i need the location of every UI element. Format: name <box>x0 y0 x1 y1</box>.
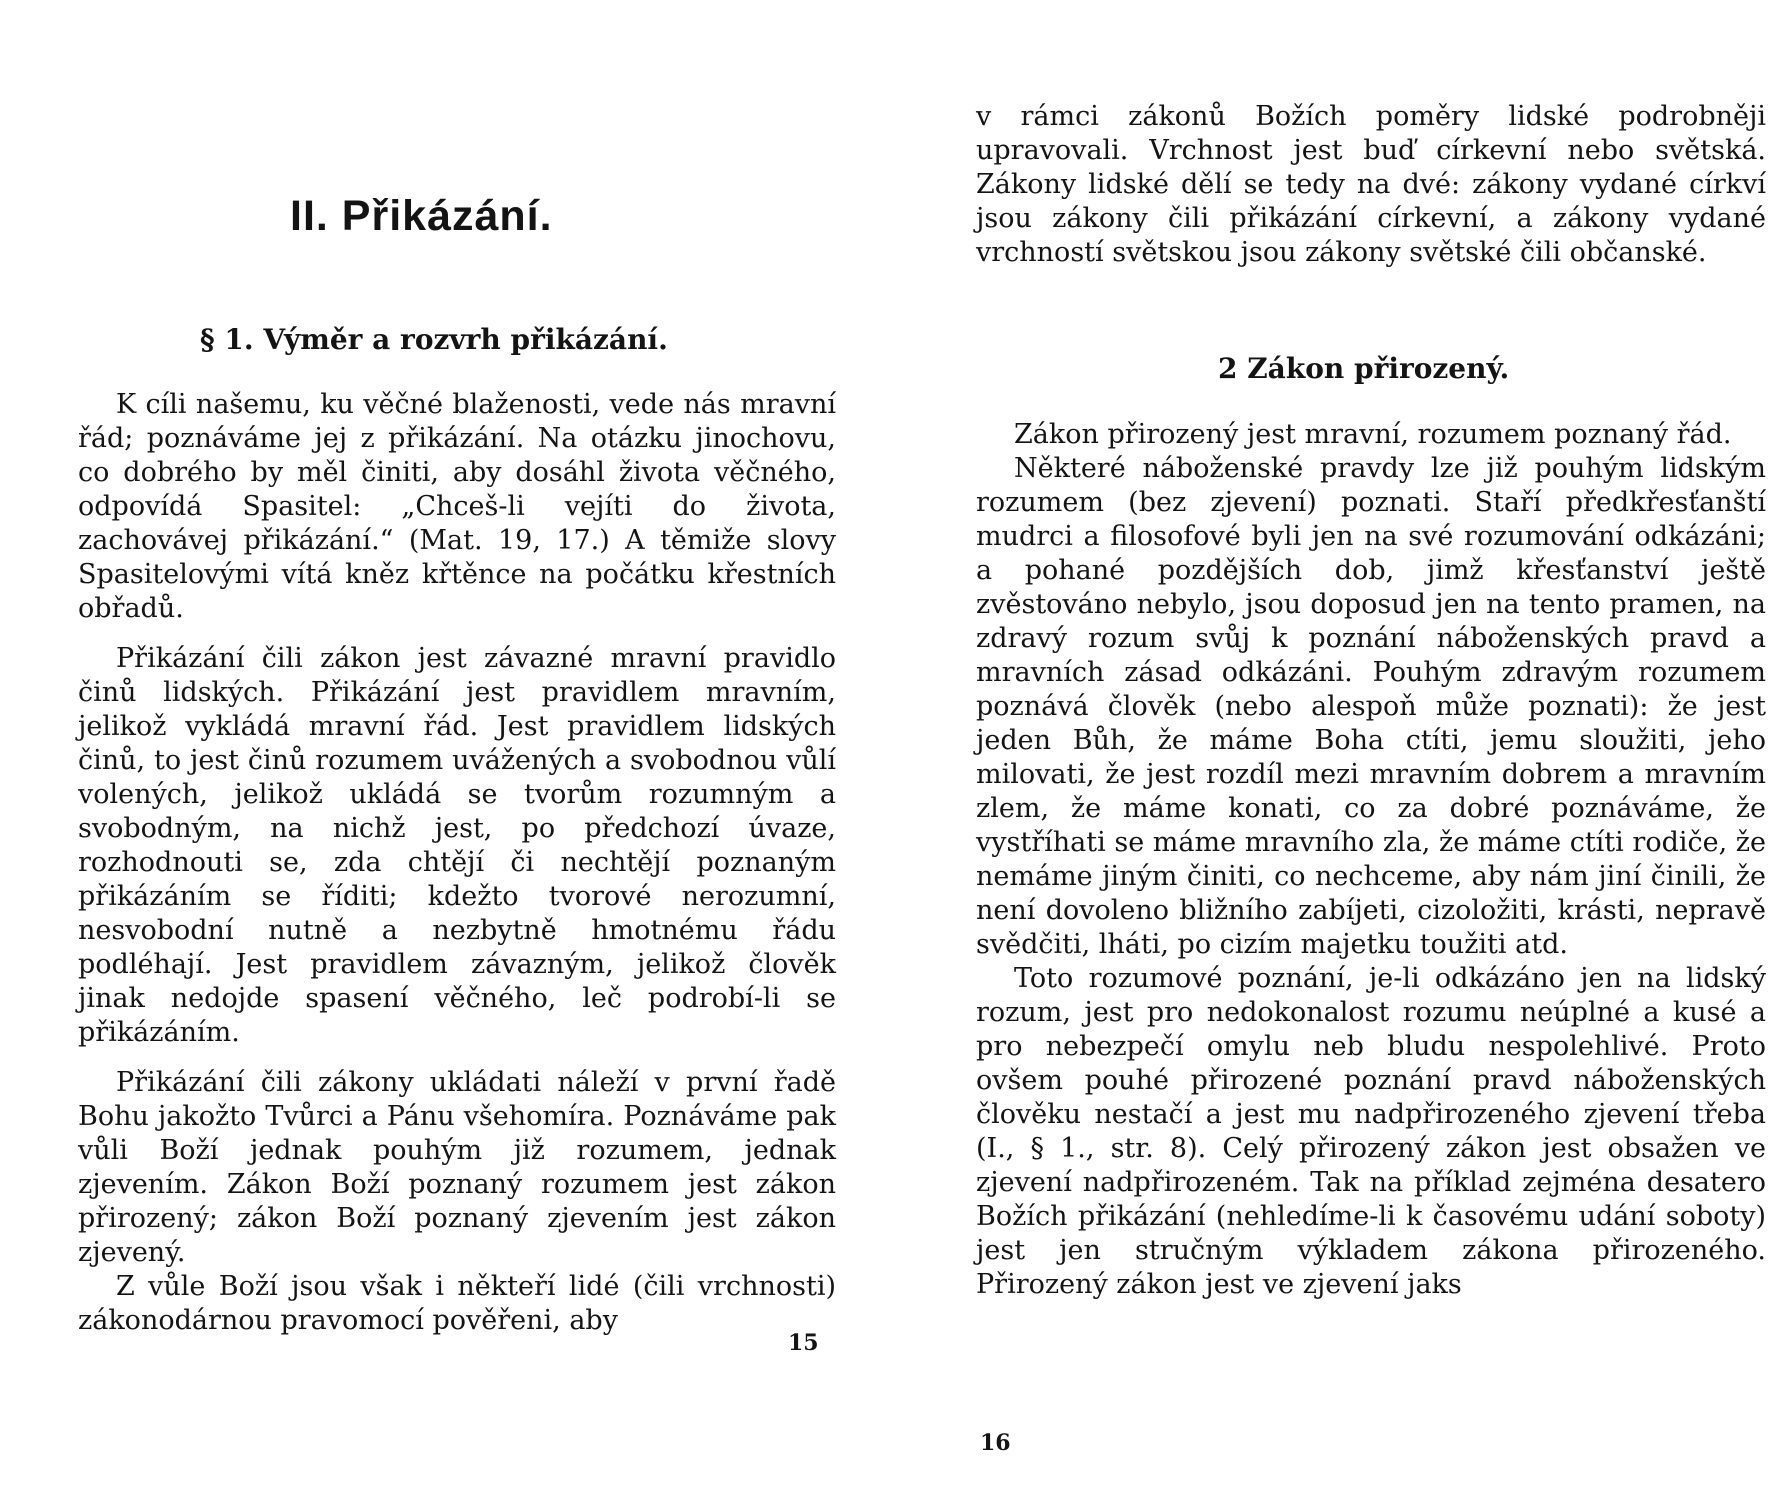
paragraph: Toto rozumové poznání, je-li odkázáno jen na lidský rozum, jest pro nedokonalost rozumu neúplné a kusé a pro nebezpečí omylu neb bludu nespolehlivé. Proto ovšem pouhé přirozené poznání pravd náboženských člověku nestačí a jest mu nadpřirozeného zjevení třeba (I., § 1., str. 8). Celý přirozený zákon jest obsažen ve zjevení nadpřirozeném. Tak na příklad zejména desatero Božích přikázání (nehledíme-li k časovému udání soboty) jest jen stručným výkladem zákona přirozeného. Přirozený zákon jest ve zjevení jaks <box>976 963 1766 1300</box>
paragraph: Přikázání čili zákon jest závazné mravní pravidlo činů lidských. Přikázání jest pravidlem mravním, jelikož vykládá mravní řád. Jest pravidlem lidských činů, to jest činů rozumem uvážených a svobodnou vůlí volených, jelikož ukládá se tvorům rozumným a svobodným, na nichž jest, po předchozí úvaze, rozhodnouti se, zda chtějí či nechtějí poznaným přikázáním se říditi; kdežto tvorové nerozumní, nesvobodní nutně a nezbytně hmotnému řádu podléhají. Jest pravidlem závazným, jelikož člověk jinak nedojde spasení věčného, leč podrobí-li se přikázáním. <box>78 643 836 1048</box>
paragraph: Některé náboženské pravdy lze již pouhým lidským rozumem (bez zjevení) poznati. Staří předkřesťanští mudrci a filosofové byli jen na své rozumování odkázáni; a pohané pozdějších dob, jimž křesťanství ještě zvěstováno nebylo, jsou doposud jen na tento pramen, na zdravý rozum svůj k poznání náboženských pravd a mravních zásad odkázáni. Pouhým zdravým rozumem poznává člověk (nebo alespoň může poznati): že jest jeden Bůh, že máme Boha ctíti, jemu sloužiti, jeho milovati, že jest rozdíl mezi mravním dobrem a mravním zlem, že máme konati, co za dobré poznáváme, že vystříhati se máme mravního zla, že máme ctíti rodiče, že nemáme jiným činiti, co nechceme, aby nám jiní činili, že není dovoleno bližního zabíjeti, cizoložiti, krásti, nepravě svědčiti, lháti, po cizím majetku toužiti atd. <box>976 453 1766 960</box>
right-intro-column <box>976 100 1766 270</box>
chapter-title: II. Přikázání. <box>290 192 553 240</box>
page-number: 16 <box>980 1430 1011 1456</box>
paragraph: v rámci zákonů Božích poměry lidské podrobněji upravovali. Vrchnost jest buď církevní nebo světská. Zákony lidské dělí se tedy na dvé: zákony vydané církví jsou zákony čili přikázání církevní, a zákony vydané vrchností světskou jsou zákony světské čili občanské. <box>976 101 1766 268</box>
paragraph: Přikázání čili zákony ukládati náleží v první řadě Bohu jakožto Tvůrci a Pánu všehomíra. Poznáváme pak vůli Boží jednak pouhým již rozumem, jednak zjevením. Zákon Boží poznaný rozumem jest zákon přirozený; zákon Boží poznaný zjevením jest zákon zjevený. <box>78 1067 836 1268</box>
left-text-column <box>78 388 836 1338</box>
right-text-column <box>976 418 1766 1302</box>
section-heading-vymer: § 1. Výměr a rozvrh přikázání. <box>200 323 668 356</box>
page-number: 15 <box>788 1330 819 1356</box>
definition-paragraph: Zákon přirozený jest mravní, rozumem poznaný řád. <box>1014 419 1732 450</box>
section-heading-zakon-prirozeny: 2 Zákon přirozený. <box>1218 352 1510 385</box>
paragraph: K cíli našemu, ku věčné blaženosti, vede nás mravní řád; poznáváme jej z přikázání. Na otázku jinochovu, co dobrého by měl činiti, aby dosáhl života věčného, odpovídá Spasitel: „Chceš-li vejíti do života, zachovávej přikázání.“ (Mat. 19, 17.) A těmiže slovy Spasitelovými vítá kněz křtěnce na počátku křestních obřadů. <box>78 389 836 624</box>
right-page <box>896 0 1792 1500</box>
paragraph: Z vůle Boží jsou však i někteří lidé (čili vrchnosti) zákonodárnou pravomocí pověřeni, aby <box>78 1271 836 1336</box>
